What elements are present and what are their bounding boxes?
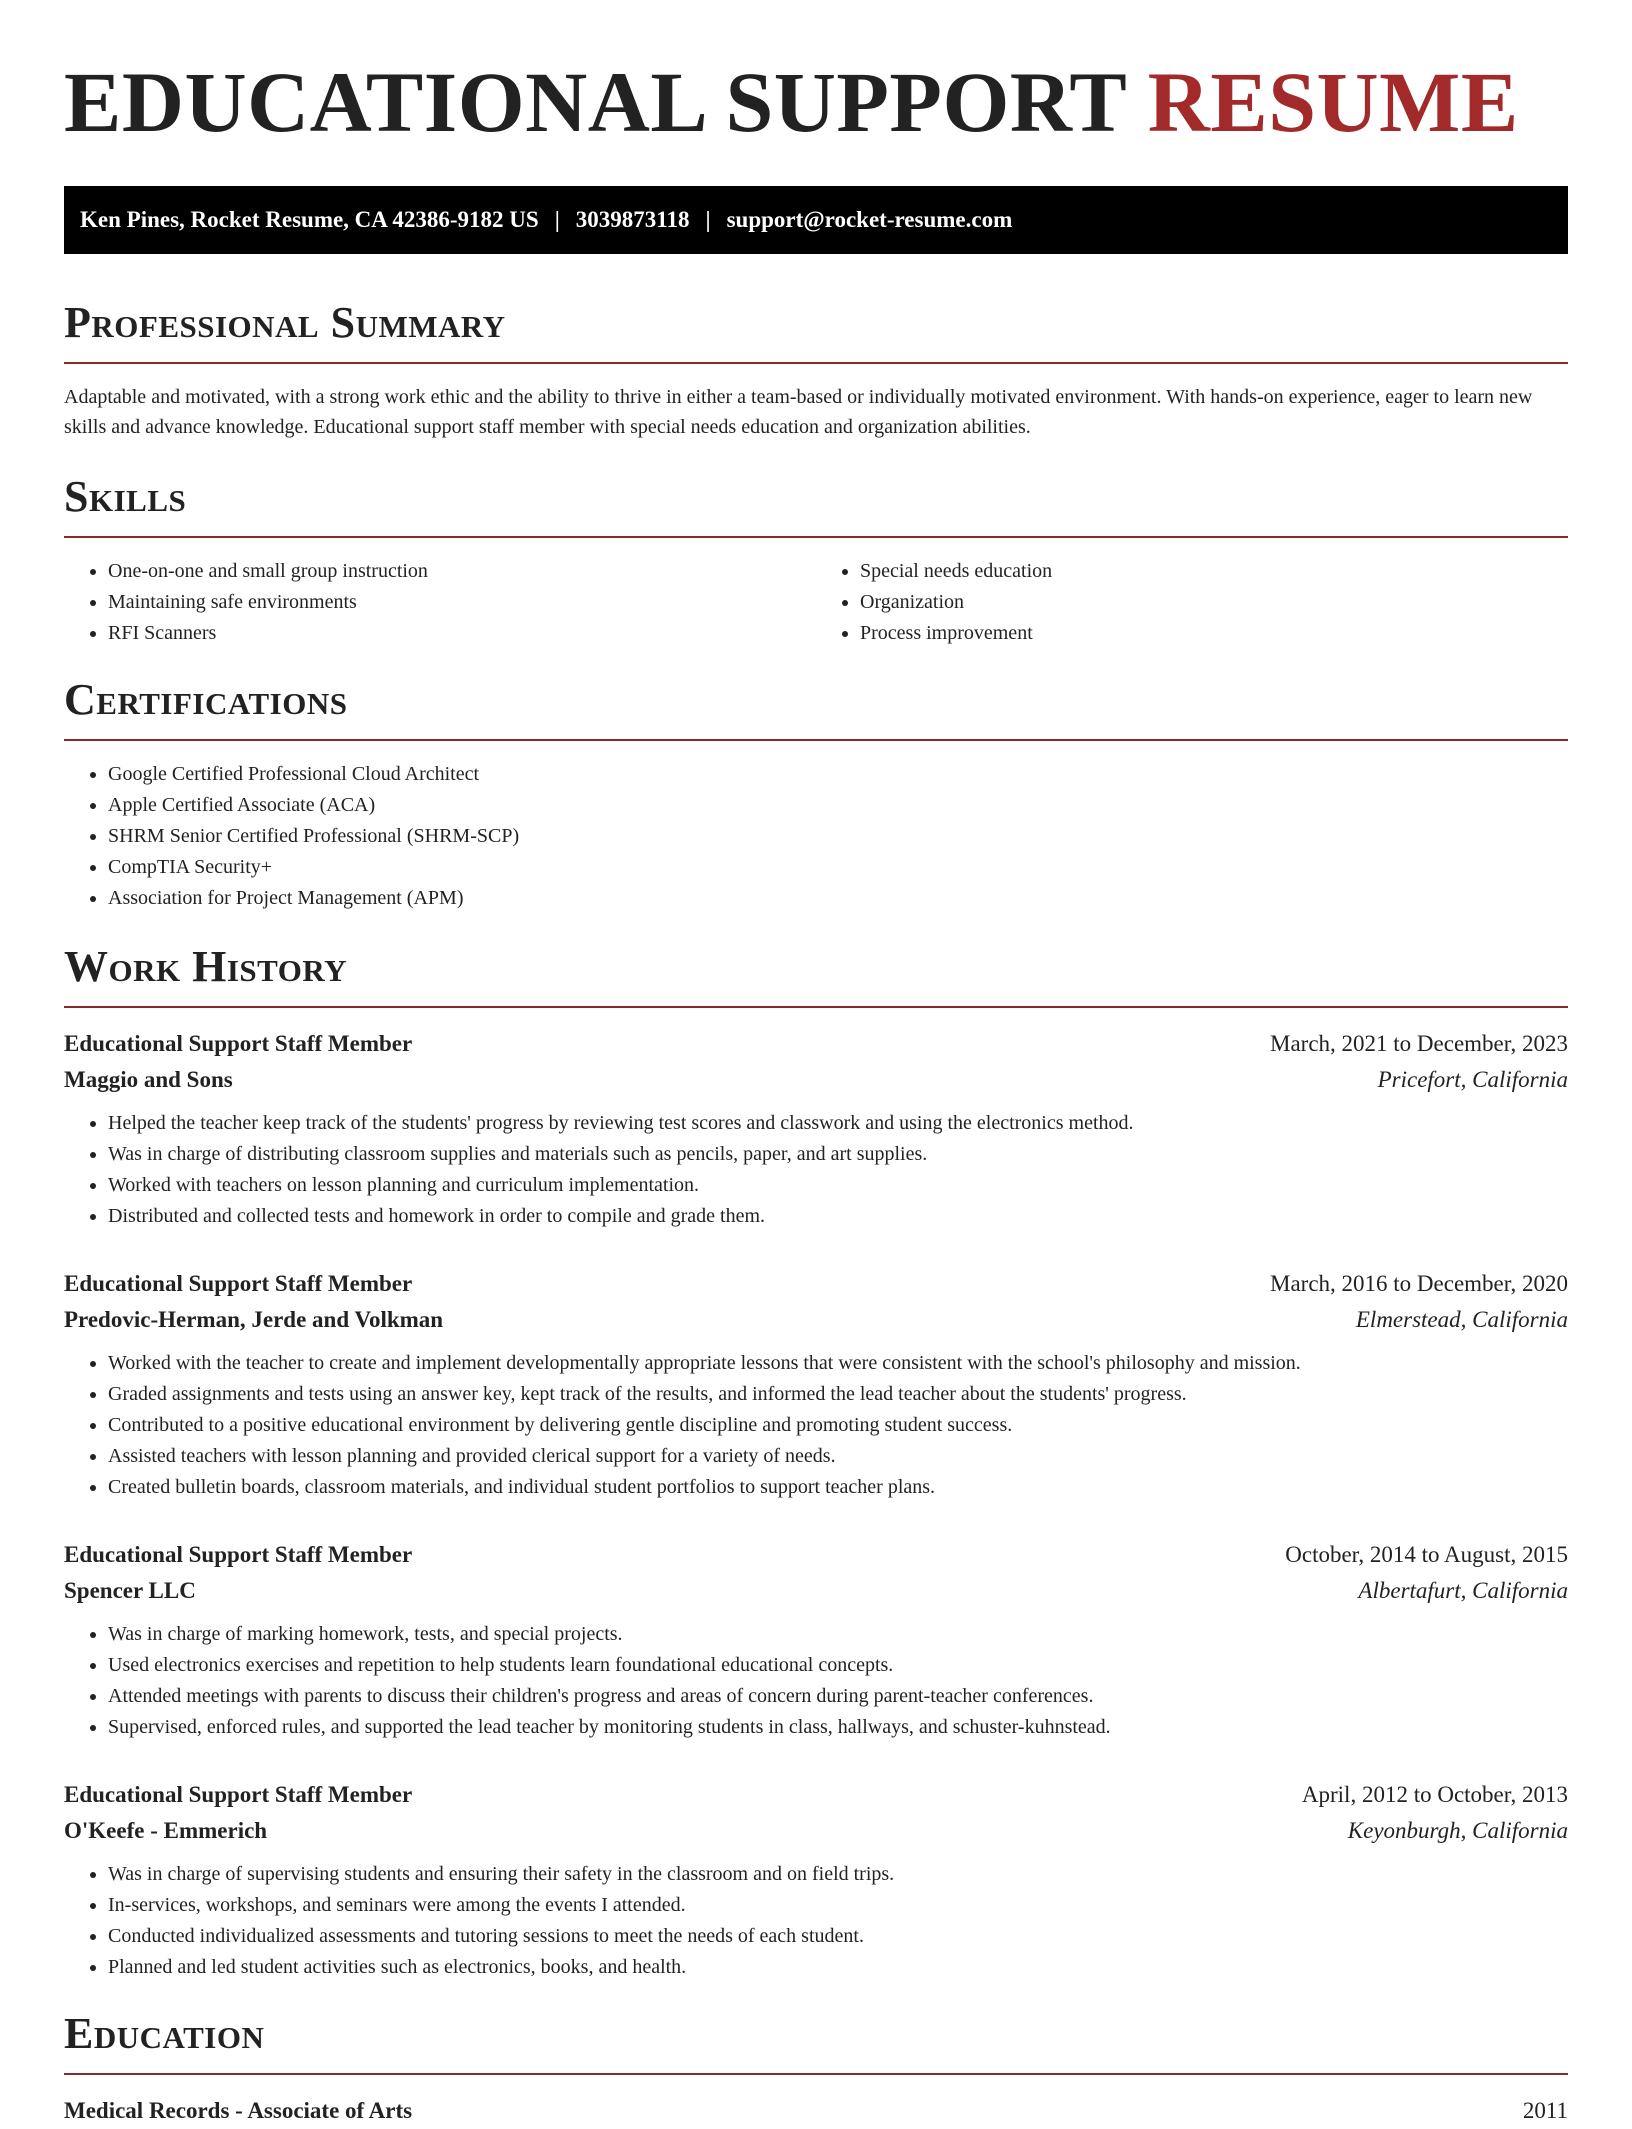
- job-header-row: [64, 1266, 1568, 1302]
- job-header-row: [64, 1777, 1568, 1813]
- skill-item: • Maintaining safe environments: [108, 587, 816, 618]
- work-history-section: [64, 942, 1568, 1983]
- job-entry: [64, 1266, 1568, 1503]
- job-company: Spencer LLC: [64, 1578, 196, 1603]
- job-duty: • Supervised, enforced rules, and supported the lead teacher by monitoring students in class, hallways, and schuster-kuhnstead.: [108, 1712, 1568, 1743]
- contact-separator: |: [705, 207, 711, 232]
- job-company: Maggio and Sons: [64, 1067, 233, 1092]
- job-location: Albertafurt, California: [1358, 1578, 1568, 1603]
- skills-grid: [64, 556, 1568, 649]
- job-duty: • Contributed to a positive educational environment by delivering gentle discipline and promoting student success.: [108, 1410, 1568, 1441]
- education-section: [64, 2009, 1568, 2129]
- job-duties-list: [64, 1108, 1568, 1232]
- certification-item: • Apple Certified Associate (ACA): [108, 790, 1568, 821]
- contact-separator: |: [554, 207, 560, 232]
- job-duty: • In-services, workshops, and seminars were among the events I attended.: [108, 1890, 1568, 1921]
- job-entry: [64, 1777, 1568, 1983]
- job-duties-list: [64, 1859, 1568, 1983]
- contact-phone: 3039873118: [575, 207, 690, 232]
- job-company-row: [64, 1573, 1568, 1609]
- job-header-row: [64, 1537, 1568, 1573]
- job-dates: March, 2021 to December, 2023: [1270, 1031, 1568, 1056]
- contact-bar: [64, 186, 1568, 254]
- job-duty: • Planned and led student activities such as electronics, books, and health.: [108, 1952, 1568, 1983]
- contact-address: Ken Pines, Rocket Resume, CA 42386-9182 US: [80, 207, 539, 232]
- summary-section: [64, 298, 1568, 442]
- job-company-row: [64, 1062, 1568, 1098]
- job-title: Educational Support Staff Member: [64, 1782, 413, 1807]
- job-header-row: [64, 1026, 1568, 1062]
- education-year: 2011: [1522, 2098, 1568, 2123]
- job-duties-list: [64, 1619, 1568, 1743]
- job-duty: • Distributed and collected tests and homework in order to compile and grade them.: [108, 1201, 1568, 1232]
- job-company-row: [64, 1302, 1568, 1338]
- skills-list-left: [64, 556, 816, 649]
- certifications-list: [64, 759, 1568, 914]
- section-divider: [64, 739, 1568, 741]
- job-duty: • Assisted teachers with lesson planning and provided clerical support for a variety of needs.: [108, 1441, 1568, 1472]
- certification-item: • CompTIA Security+: [108, 852, 1568, 883]
- section-divider: [64, 362, 1568, 364]
- section-divider: [64, 536, 1568, 538]
- job-duty: • Worked with the teacher to create and implement developmentally appropriate lessons that were consistent with the school's philosophy and mission.: [108, 1348, 1568, 1379]
- certification-item: • Google Certified Professional Cloud Architect: [108, 759, 1568, 790]
- job-location: Keyonburgh, California: [1347, 1818, 1568, 1843]
- resume-title: [64, 56, 1568, 148]
- job-duty: • Conducted individualized assessments and tutoring sessions to meet the needs of each student.: [108, 1921, 1568, 1952]
- skill-item: • Process improvement: [860, 618, 1568, 649]
- skill-item: • Special needs education: [860, 556, 1568, 587]
- skill-item: • One-on-one and small group instruction: [108, 556, 816, 587]
- skill-item: • RFI Scanners: [108, 618, 816, 649]
- section-divider: [64, 2073, 1568, 2075]
- job-company: Predovic-Herman, Jerde and Volkman: [64, 1307, 444, 1332]
- certifications-section: [64, 675, 1568, 914]
- job-duty: • Attended meetings with parents to discuss their children's progress and areas of concern during parent-teacher conferences.: [108, 1681, 1568, 1712]
- summary-text: Adaptable and motivated, with a strong work ethic and the ability to thrive in either a team-based or individually motivated environment. With hands-on experience, eager to learn new skills and advance knowledge. Educational support staff member with special needs education and organization abilities.: [64, 386, 1533, 438]
- certification-item: • SHRM Senior Certified Professional (SHRM-SCP): [108, 821, 1568, 852]
- job-title: Educational Support Staff Member: [64, 1542, 413, 1567]
- job-company-row: [64, 1813, 1568, 1849]
- title-main: EDUCATIONAL SUPPORT: [64, 54, 1126, 150]
- title-accent: RESUME: [1147, 54, 1519, 150]
- job-duty: • Was in charge of supervising students and ensuring their safety in the classroom and on field trips.: [108, 1859, 1568, 1890]
- section-divider: [64, 1006, 1568, 1008]
- section-title-education: Education: [64, 2009, 265, 2058]
- job-location: Pricefort, California: [1377, 1067, 1568, 1092]
- job-duty: • Graded assignments and tests using an answer key, kept track of the results, and informed the lead teacher about the students' progress.: [108, 1379, 1568, 1410]
- job-duty: • Was in charge of distributing classroom supplies and materials such as pencils, paper, and art supplies.: [108, 1139, 1568, 1170]
- section-title-skills: Skills: [64, 472, 187, 521]
- job-duties-list: [64, 1348, 1568, 1503]
- job-duty: • Created bulletin boards, classroom materials, and individual student portfolios to support teacher plans.: [108, 1472, 1568, 1503]
- job-title: Educational Support Staff Member: [64, 1031, 413, 1056]
- job-duty: • Was in charge of marking homework, tests, and special projects.: [108, 1619, 1568, 1650]
- job-entry: [64, 1537, 1568, 1743]
- skills-list-right: [816, 556, 1568, 649]
- job-entry: [64, 1026, 1568, 1232]
- skills-section: [64, 472, 1568, 649]
- job-title: Educational Support Staff Member: [64, 1271, 413, 1296]
- education-degree: Medical Records - Associate of Arts: [64, 2098, 413, 2123]
- job-dates: October, 2014 to August, 2015: [1285, 1542, 1568, 1567]
- section-title-summary: Professional Summary: [64, 298, 506, 347]
- job-dates: March, 2016 to December, 2020: [1270, 1271, 1568, 1296]
- section-title-certifications: Certifications: [64, 675, 348, 724]
- job-dates: April, 2012 to October, 2013: [1301, 1782, 1568, 1807]
- job-duty: • Used electronics exercises and repetition to help students learn foundational educational concepts.: [108, 1650, 1568, 1681]
- job-duty: • Worked with teachers on lesson planning and curriculum implementation.: [108, 1170, 1568, 1201]
- job-duty: • Helped the teacher keep track of the students' progress by reviewing test scores and classwork and using the electronics method.: [108, 1108, 1568, 1139]
- contact-email[interactable]: support@rocket-resume.com: [726, 207, 1013, 232]
- certification-item: • Association for Project Management (APM): [108, 883, 1568, 914]
- job-company: O'Keefe - Emmerich: [64, 1818, 268, 1843]
- section-title-work-history: Work History: [64, 942, 348, 991]
- skill-item: • Organization: [860, 587, 1568, 618]
- education-row: [64, 2093, 1568, 2129]
- job-location: Elmerstead, California: [1355, 1307, 1568, 1332]
